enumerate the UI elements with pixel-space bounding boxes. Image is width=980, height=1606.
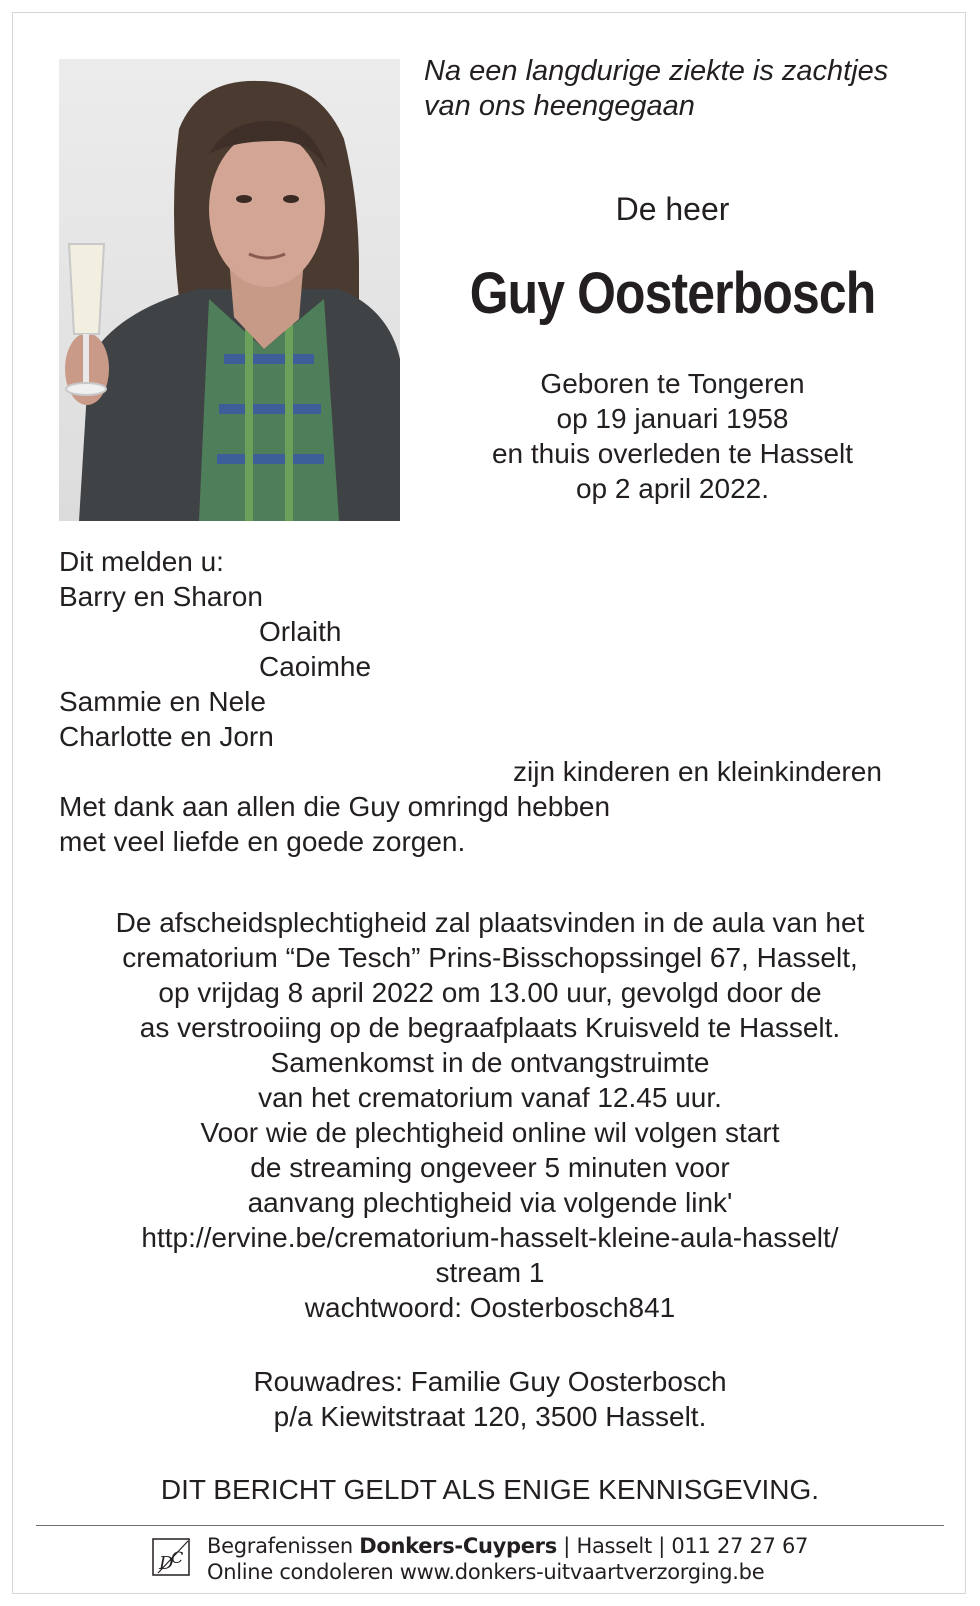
mourning-address [40, 1364, 940, 1434]
ceremony-line: De afscheidsplechtigheid zal plaatsvinden in de aula van het [115, 907, 865, 938]
family-member: Caoimhe [259, 651, 372, 682]
funeral-home-line [207, 1533, 808, 1559]
address-line: Rouwadres: Familie Guy Oosterbosch [253, 1366, 727, 1397]
notice-statement: DIT BERICHT GELDT ALS ENIGE KENNISGEVING. [160, 1474, 820, 1505]
ceremony-line: van het crematorium vanaf 12.45 uur. [258, 1082, 722, 1113]
intro-line: Na een langdurige ziekte is zachtjes [424, 55, 889, 87]
family-intro: Dit melden u: [59, 546, 224, 577]
portrait-illustration [59, 59, 400, 521]
ceremony-line: Samenkomst in de ontvangstruimte [270, 1047, 710, 1078]
family-member: Barry en Sharon [59, 581, 263, 612]
ceremony-line: wachtwoord: Oosterbosch841 [304, 1292, 676, 1323]
date-line: op 2 april 2022. [575, 473, 770, 504]
honorific: De heer [615, 191, 730, 227]
birth-death-details [400, 366, 945, 506]
family-relation: zijn kinderen en kleinkinderen [513, 756, 882, 787]
footer-divider [36, 1525, 944, 1526]
intro-line: van ons heengegaan [424, 90, 695, 122]
ceremony-line: crematorium “De Tesch” Prins-Bisschopssingel 67, Hasselt, [122, 942, 858, 973]
portrait-photo [59, 59, 400, 521]
family-member: Orlaith [259, 616, 342, 647]
intro-text [424, 54, 944, 124]
stream-link[interactable]: http://ervine.be/crematorium-hasselt-kleine-aula-hasselt/ [141, 1222, 839, 1253]
ceremony-line: op vrijdag 8 april 2022 om 13.00 uur, gevolgd door de [158, 977, 822, 1008]
ceremony-line: Voor wie de plechtigheid online wil volgen start [200, 1117, 780, 1148]
footer-info [207, 1533, 808, 1585]
footer-separator: | [556, 1534, 577, 1558]
svg-text:C: C [171, 1548, 184, 1567]
family-section [59, 544, 939, 859]
thanks-line: met veel liefde en goede zorgen. [59, 826, 466, 857]
condolence-link[interactable]: Online condoleren www.donkers-uitvaartverzorging.be [207, 1560, 765, 1584]
date-line: Geboren te Tongeren [540, 368, 805, 399]
funeral-home-logo-icon [150, 1535, 194, 1579]
ceremony-line: as verstrooiing op de begraafplaats Kruisveld te Hasselt. [139, 1012, 841, 1043]
family-member: Sammie en Nele [59, 686, 266, 717]
svg-text:D: D [159, 1553, 174, 1574]
footer-prefix: Begrafenissen [207, 1534, 360, 1558]
deceased-name: Guy Oosterbosch [469, 261, 876, 326]
date-line: en thuis overleden te Hasselt [491, 438, 854, 469]
company-name: Donkers-Cuypers [359, 1534, 557, 1558]
footer-phone[interactable]: 011 27 27 67 [671, 1534, 809, 1558]
footer-separator: | [651, 1534, 672, 1558]
address-line: p/a Kiewitstraat 120, 3500 Hasselt. [273, 1401, 707, 1432]
footer-city: Hasselt [576, 1534, 652, 1558]
family-member: Charlotte en Jorn [59, 721, 274, 752]
date-line: op 19 januari 1958 [556, 403, 789, 434]
ceremony-line: aanvang plechtigheid via volgende link' [247, 1187, 733, 1218]
thanks-line: Met dank aan allen die Guy omringd hebben [59, 791, 611, 822]
ceremony-line: de streaming ongeveer 5 minuten voor [250, 1152, 730, 1183]
ceremony-details [40, 905, 940, 1325]
ceremony-line: stream 1 [435, 1257, 545, 1288]
